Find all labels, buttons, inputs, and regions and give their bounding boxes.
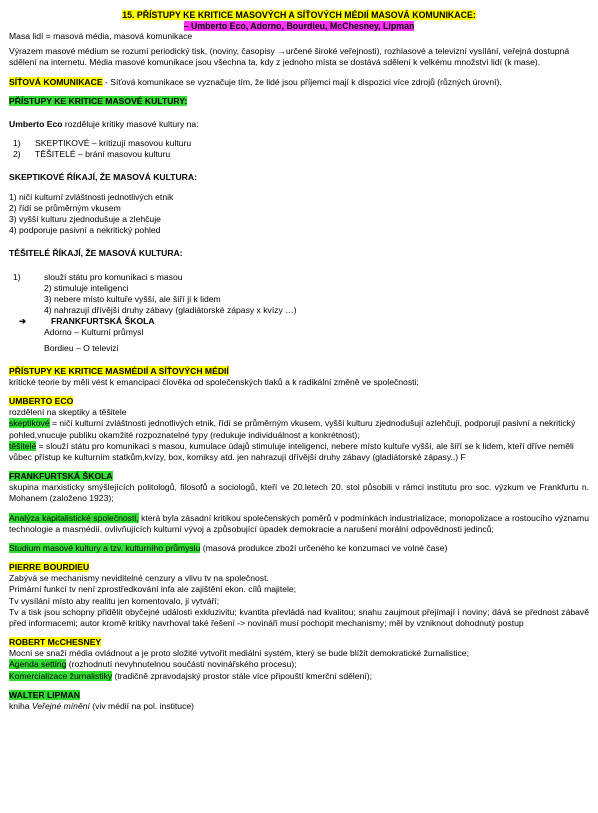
frankfurt-item-bordieu: Bordieu – O televizi [44, 342, 119, 353]
eco-heading: UMBERTO ECO [9, 396, 74, 407]
mcchesney-line-1: Mocní se snaží média ovládnout a je proto složité vytvořit mediální systém, který se bude blížit demokratické žurnalistice; [9, 648, 469, 659]
network-communication [9, 77, 589, 88]
masmedia-subtitle: kritické teorie by měli vést k emancipaci člověka od společenských tlaků a k radikální změně ve společnosti; [9, 376, 419, 387]
lipman-line: kniha Veřejné mínění (viv médií na pol. instituce) [9, 701, 195, 711]
lipman-heading: WALTER LIPMAN [9, 689, 80, 700]
bourdieu-line-2: Primární funkcí tv není zprostředkování infa ale zajištění ekon. cílů majitele; [9, 584, 297, 595]
mcchesney-heading: ROBERT McCHESNEY [9, 637, 102, 648]
skeptics-item-2: 2) řídí se průměrným vkusem [9, 202, 121, 213]
mcchesney-agenda: Agenda setting (rozhodnutí nevyhnutelnou součástí novinářského procesu); [9, 659, 297, 670]
eco-intro: Umberto Eco rozděluje kritiky masové kultury na: [9, 118, 199, 129]
frankfurt-analysis: Analýza kapitalistické společnosti, která byla zásadní kritikou společenských poměrů v podmínkách industrializace, monopolizace a rostoucího významu technologie a masmédií, ovlivňujících kulturní vývoj a způsobující úpadek demokracie a narušení morální odpovědnosti jedinců; [9, 512, 589, 534]
bourdieu-line-4: Tv a tisk jsou schopny přidělit obyčejné události exkluzivitu; kvantita převládá nad kvalitou; snahu zaujmout přejímají i noviny; dává se přednost zábavě před informacemi; autor kromě kritiky navrhoval také řešení -> novináři musí pochopit mechanismy; měl by vzniknout dohodnutý postup [9, 606, 589, 628]
skeptics-item-4: 4) podporuje pasivní a nekritický pohled [9, 225, 161, 236]
network-text: - Síťová komunikace se vyznačuje tím, že lidé jsou příjemci mají k dispozici více zdrojů (různých úrovní). [102, 76, 502, 87]
mcchesney-commercial: Komercializace žurnalistiky (tradičně zpravodajský prostor stále více připouští kmerční sdělení); [9, 670, 373, 681]
skeptics-item-1: 1) ničí kulturní zvláštnosti jednotlivých etnik [9, 191, 174, 202]
skeptics-heading: SKEPTIKOVÉ ŘÍKAJÍ, ŽE MASOVÁ KULTURA: [9, 172, 197, 183]
document-page [9, 10, 589, 712]
frankfurt-study: Studium masové kultury a tzv. kulturního průmyslu (masová produkce zboží určeného ke konzumaci ve volné čase) [9, 542, 448, 553]
comforters-item-2: 2) stimuluje inteligenci [44, 282, 129, 293]
skeptics-item-3: 3) vyšší kulturu zjednodušuje a zlehčuje [9, 213, 161, 224]
network-label: SÍŤOVÁ KOMUNIKACE [9, 76, 103, 87]
critic-type-2: 2) TĚŠITELÉ – brání masovou kulturu [13, 149, 171, 160]
eco-comforters: těšitelé = slouží státu pro komunikaci s masou, kumulace údajů stimuluje inteligenci, nebere místo kultuře vyšší, ale šíří se k lidem, kteří dříve neměli vůbec přístup ke kulturním statkům,kvízy, box, komiksy atd. jen nahrazují dřívější druhy zábavy (gladiátorské zápasy..) F [9, 440, 574, 462]
frankfurt-text: skupina marxisticky smýšlejících politologů, filosofů a sociologů, kteří ve 20.letech 20. stol působili v rámci institutu pro soc. výzkum ve Frankfurtu n. Mohanem (založeno 1923); [9, 482, 589, 504]
comforters-item-3: 3) nebere místo kultuře vyšší, ale šíří ji k lidem [44, 293, 221, 304]
frankfurt-item-adorno: Adorno – Kulturní průmysl [44, 327, 144, 338]
eco-skeptics: skeptikové = ničí kulturní zvláštnosti jednotlivých etnik, řídí se průměrným vkusem, vyšší kulturu zjednodušují azlehčují, podporují pasivní a nekritický pohled,vnucuje publiku okamžité rozpoznatelné typy (redukuje individuálnost a konkrétnost); [9, 418, 576, 440]
intro-definition: Výrazem masové médium se rozumí periodický tisk, (noviny, časopisy →určené široké veřejnosti), rozhlasové a televizní vysílání, veřejná dostupná sdělení na internetu. Média masové komunikace jsou všechna ta, kdy z jednoho místa se dostává sdělení k velkému množství lidí (k mase). [9, 46, 570, 68]
critic-type-1: 1) SKEPTIKOVÉ – kritizují masovou kulturu [13, 138, 192, 149]
eco-line: rozdělení na skeptiky a těšitele [9, 407, 127, 418]
title-line-2: – Umberto Eco, Adorno, Bourdieu, McChesney, Lipman [183, 20, 415, 31]
comforters-item-1: 1) slouží státu pro komunikaci s masou [13, 271, 183, 282]
document-title [9, 10, 589, 31]
bourdieu-line-3: Tv vysílání místo aby realitu jen komentovalo, ji vytváří; [9, 595, 220, 606]
comforters-item-4: 4) nahrazují dřívější druhy zábavy (gladiátorské zápasy x kvízy …) [44, 305, 297, 316]
frankfurt-pointer [9, 316, 589, 327]
bourdieu-heading: PIERRE BOURDIEU [9, 562, 90, 573]
frankfurt-heading: FRANKFURTSKÁ ŠKOLA [9, 471, 113, 482]
masmedia-heading: PŘÍSTUPY KE KRITICE MASMÉDIÍ A SÍŤOVÝCH MÉDIÍ [9, 365, 229, 376]
bourdieu-line-1: Zabývá se mechanismy neviditelné cenzury a vlivu tv na společnost. [9, 573, 269, 584]
frankfurt-label: FRANKFURTSKÁ ŠKOLA [51, 316, 155, 327]
title-line-1: 15. PŘÍSTUPY KE KRITICE MASOVÝCH A SÍŤOVÝCH MÉDIÍ MASOVÁ KOMUNIKACE: [122, 10, 476, 20]
intro-mass: Masa lidí = masová média, masová komunikace [9, 31, 193, 42]
lipman-book-title: Veřejné mínění [31, 701, 90, 711]
mass-culture-heading: PŘÍSTUPY KE KRITICE MASOVÉ KULTURY: [9, 95, 188, 106]
comforters-heading: TĚŠITELÉ ŘÍKAJÍ, ŽE MASOVÁ KULTURA: [9, 248, 183, 259]
arrow-right-icon: ➔ [19, 316, 27, 327]
